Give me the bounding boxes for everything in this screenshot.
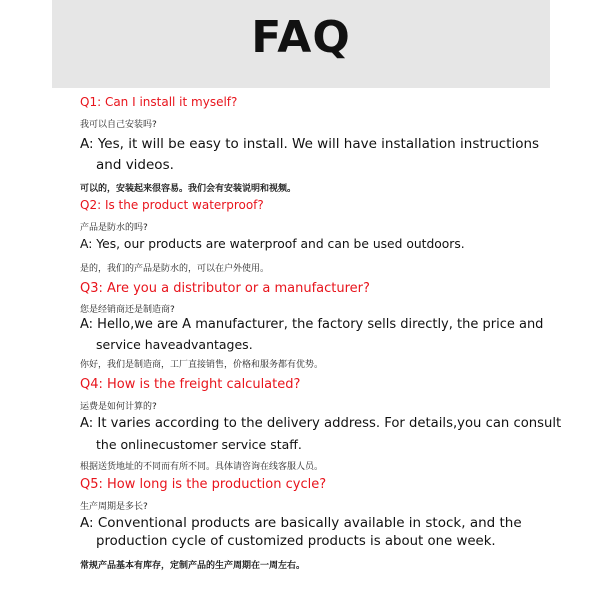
question-text: Q3: Are you a distributor or a manufacturer? [80, 281, 370, 296]
question-text: Q1: Can I install it myself? [80, 95, 238, 109]
question-text: Q5: How long is the production cycle? [80, 477, 327, 492]
question-translation: 我可以自己安装吗? [80, 120, 157, 130]
answer-text-continued: production cycle of customized products is about one week. [96, 534, 496, 549]
answer-translation: 你好，我们是制造商，工厂直接销售，价格和服务都有优势。 [80, 360, 324, 370]
faq-header [52, 0, 550, 88]
question-translation: 生产周期是多长? [80, 502, 148, 512]
answer-text: A: Conventional products are basically available in stock, and the [80, 515, 522, 531]
question-text: Q4: How is the freight calculated? [80, 377, 301, 392]
answer-text-continued: and videos. [96, 157, 174, 173]
answer-text: A: Yes, our products are waterproof and can be used outdoors. [80, 237, 465, 251]
answer-text: A: Yes, it will be easy to install. We will have installation instructions [80, 136, 540, 152]
question-translation: 运费是如何计算的? [80, 402, 157, 412]
page-title: FAQ [251, 12, 351, 63]
question-translation: 产品是防水的吗? [80, 223, 148, 233]
answer-translation: 可以的，安装起来很容易。我们会有安装说明和视频。 [80, 184, 297, 194]
answer-translation: 是的，我们的产品是防水的，可以在户外使用。 [80, 264, 270, 274]
answer-translation: 常规产品基本有库存，定制产品的生产周期在一周左右。 [80, 561, 306, 571]
answer-text-continued: the onlinecustomer service staff. [96, 437, 302, 452]
answer-text: A: It varies according to the delivery address. For details,you can consult [80, 416, 562, 431]
question-translation: 您是经销商还是制造商? [80, 305, 175, 315]
question-text: Q2: Is the product waterproof? [80, 198, 264, 212]
answer-translation: 根据送货地址的不同而有所不同。具体请咨询在线客服人员。 [80, 462, 324, 472]
answer-text: A: Hello,we are A manufacturer, the factory sells directly, the price and [80, 317, 544, 332]
answer-text-continued: service haveadvantages. [96, 337, 253, 352]
